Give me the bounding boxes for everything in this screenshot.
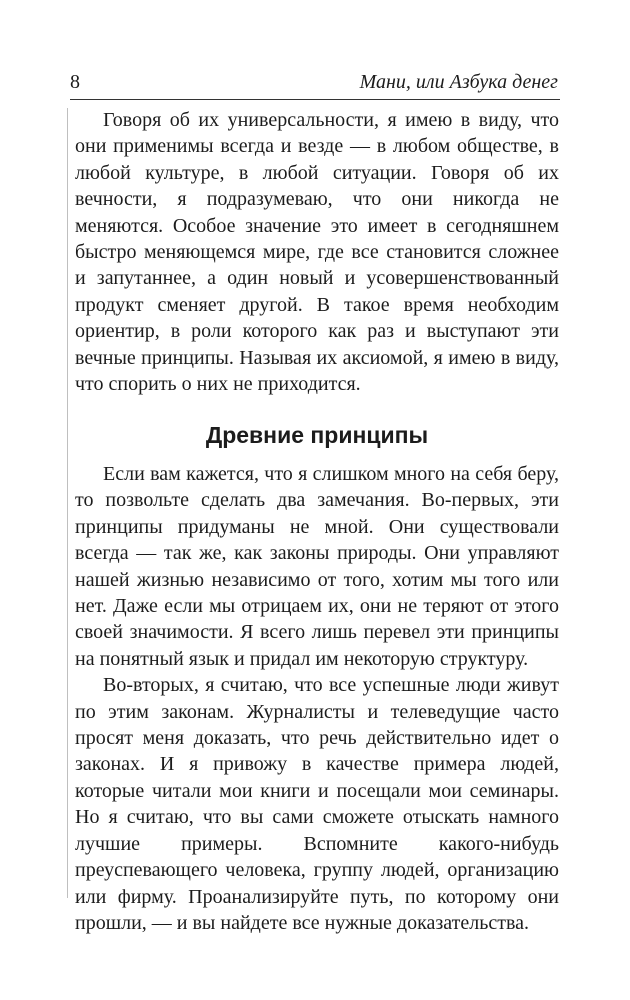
page-number: 8: [70, 71, 80, 93]
margin-rule: [67, 108, 68, 898]
page-header: [70, 70, 558, 98]
section-heading: Древние принципы: [205, 422, 429, 449]
section-paragraph-1: Если вам кажется, что я слишком много на себя беру, то позвольте сделать два замечания. Во-первых, эти принципы придуманы не мной. Они существовали всегда — так же, как законы природы. Они управляют нашей жизнью независимо от того, хотим мы того или нет. Даже если мы отрицаем их, они не теряют от этого своей значимости. Я всего лишь перевел эти принципы на понятный язык и придал им некоторую структуру.: [75, 463, 559, 670]
header-rule: [70, 99, 560, 100]
section-paragraph-2: Во-вторых, я считаю, что все успешные люди живут по этим законам. Журналисты и телеведущие часто просят меня доказать, что речь действительно идет о законах. И я привожу в качестве примера людей, которые читали мои книги и посещали мои семинары. Но я считаю, что вы сами сможете отыскать намного лучшие примеры. Вспомните какого-нибудь преуспевающего человека, группу людей, организацию или фирму. Проанализируйте путь, по которому они прошли, — и вы найдете все нужные доказательства.: [75, 674, 559, 934]
section-text-block: [75, 461, 559, 936]
running-title: Мани, или Азбука денег: [359, 71, 558, 93]
intro-paragraph: Говоря об их универсальности, я имею в виду, что они применимы всегда и везде — в любом обществе, в любой культуре, в любой ситуации. Говоря об их вечности, я подразумеваю, что они никогда не меняются. Особое значение это имеет в сегодняшнем быстро меняющемся мире, где все становится сложнее и запутаннее, а один новый и усовершенствованный продукт сменяет другой. В такое время необходим ориентир, в роли которого как раз и выступают эти вечные принципы. Называя их аксиомой, я имею в виду, что спорить о них не приходится.: [75, 109, 559, 396]
intro-text-block: [75, 107, 559, 397]
